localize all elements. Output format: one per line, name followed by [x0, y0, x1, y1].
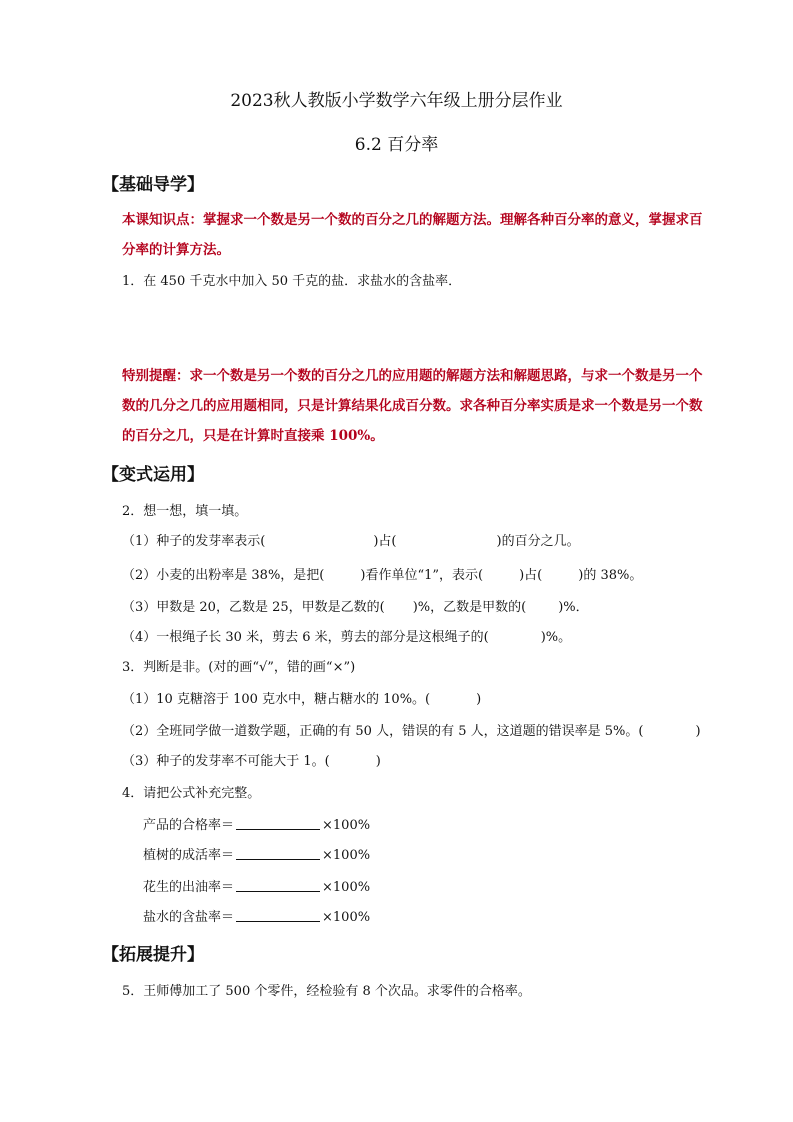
question-2-3 — [122, 596, 589, 615]
formula-blank[interactable] — [236, 909, 320, 922]
tip-line-1: 特别提醒：求一个数是另一个数的百分之几的应用题的解题方法和解题思路，与求一个数是另一个 — [122, 368, 703, 384]
q3-1-part-b: ) — [476, 692, 482, 707]
q2-2-part-a: （2）小麦的出粉率是 38%，是把( — [122, 568, 325, 583]
question-3-3 — [122, 750, 381, 769]
tip-line-3: 的百分之几，只是在计算时直接乘 100%。 — [122, 428, 384, 444]
formula-blank[interactable] — [236, 879, 320, 892]
knowledge-point-line-2: 分率的计算方法。 — [122, 242, 230, 258]
tip-line-2: 数的几分之几的应用题相同，只是计算结果化成百分数。求各种百分率实质是求一个数是另一个数 — [122, 398, 703, 414]
formula-times-100: ×100% — [322, 818, 371, 833]
question-3: 3．判断是非。(对的画“√”，错的画“×”) — [122, 660, 356, 675]
q2-1-part-c: )的百分之几。 — [496, 534, 580, 549]
q3-1-part-a: （1）10 克糖溶于 100 克水中，糖占糖水的 10%。( — [122, 692, 431, 707]
formula-label: 植树的成活率＝ — [143, 848, 235, 863]
question-1: 1．在 450 千克水中加入 50 千克的盐．求盐水的含盐率． — [122, 274, 462, 289]
question-2-1 — [122, 530, 580, 549]
formula-oil-rate — [143, 876, 370, 895]
question-2: 2．想一想，填一填。 — [122, 504, 248, 519]
formula-survival-rate — [143, 844, 370, 863]
q2-2-part-d: )的 38%。 — [578, 568, 643, 583]
section-heading-basic: 【基础导学】 — [102, 175, 204, 195]
section-heading-extension: 【拓展提升】 — [102, 945, 204, 965]
q3-3-part-b: ) — [375, 754, 381, 769]
document-title: 2023秋人教版小学数学六年级上册分层作业 — [230, 91, 563, 111]
question-2-4 — [122, 626, 571, 645]
q2-3-part-a: （3）甲数是 20，乙数是 25，甲数是乙数的( — [122, 600, 385, 615]
q2-1-part-b: )占( — [373, 534, 397, 549]
formula-times-100: ×100% — [322, 848, 371, 863]
formula-qualified-rate — [143, 814, 370, 833]
q2-2-part-c: )占( — [519, 568, 543, 583]
q2-4-part-b: )%。 — [540, 630, 572, 645]
q3-2-part-b: ) — [695, 724, 701, 739]
question-4: 4．请把公式补充完整。 — [122, 786, 261, 801]
formula-label: 盐水的含盐率＝ — [143, 910, 235, 925]
knowledge-point-line-1: 本课知识点：掌握求一个数是另一个数的百分之几的解题方法。理解各种百分率的意义，掌握求百 — [122, 212, 703, 228]
q2-2-part-b: )看作单位“1”，表示( — [360, 568, 484, 583]
formula-label: 花生的出油率＝ — [143, 880, 235, 895]
question-5: 5．王师傅加工了 500 个零件，经检验有 8 个次品。求零件的合格率。 — [122, 984, 531, 999]
q3-3-part-a: （3）种子的发芽率不可能大于 1。( — [122, 754, 330, 769]
q2-1-part-a: （1）种子的发芽率表示( — [122, 534, 266, 549]
question-3-1 — [122, 688, 481, 707]
formula-times-100: ×100% — [322, 880, 371, 895]
question-2-2 — [122, 564, 642, 583]
question-3-2 — [122, 720, 701, 739]
q2-3-part-c: )%． — [558, 600, 589, 615]
section-heading-variation: 【变式运用】 — [102, 465, 204, 485]
q3-2-part-a: （2）全班同学做一道数学题，正确的有 50 人，错误的有 5 人，这道题的错误率是 5%。( — [122, 724, 644, 739]
formula-blank[interactable] — [236, 847, 320, 860]
document-subtitle: 6.2 百分率 — [354, 135, 439, 155]
q2-4-part-a: （4）一根绳子长 30 米，剪去 6 米，剪去的部分是这根绳子的( — [122, 630, 489, 645]
formula-label: 产品的合格率＝ — [143, 818, 235, 833]
formula-blank[interactable] — [236, 817, 320, 830]
q2-3-part-b: )%，乙数是甲数的( — [412, 600, 527, 615]
formula-times-100: ×100% — [322, 910, 371, 925]
formula-salt-rate — [143, 906, 370, 925]
